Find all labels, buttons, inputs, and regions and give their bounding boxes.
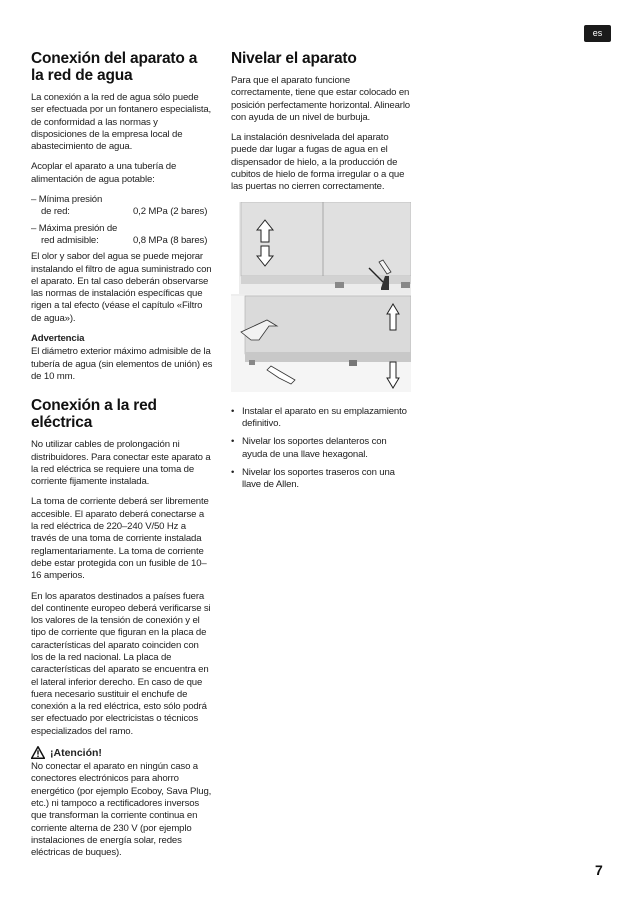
rear-feet-panel <box>231 296 411 392</box>
electric-paragraph-2: La toma de corriente deberá ser libremente accesible. El aparato deberá conectarse a la red eléctrica de 220–240 V/50 Hz a través de una toma de corriente instalada reglamentariamente. La toma de corriente debe estar protegida con un fusible de 10–16 amperios. <box>31 496 209 582</box>
leveling-step: • Instalar el aparato en su emplazamiento definitivo. <box>231 406 411 431</box>
water-paragraph-2: Acoplar el aparato a una tubería de alimentación de agua potable: <box>31 161 177 185</box>
leveling-paragraph-1: Para que el aparato funcione correctamente, tiene que estar colocado en posición perfectamente horizontal. Alinearlo con ayuda de un nivel de burbuja. <box>231 75 410 123</box>
spec-min-pressure <box>31 194 213 219</box>
spec-max-line1: – Máxima presión de <box>31 222 118 234</box>
leveling-step: • Nivelar los soportes traseros con una llave de Allen. <box>231 467 411 492</box>
spec-max-label: red admisible: <box>41 234 99 246</box>
leveling-illustration <box>231 202 411 392</box>
front-feet-panel <box>231 202 411 295</box>
spec-max-value: 0,8 MPa (8 bares) <box>133 234 208 246</box>
leveling-title: Nivelar el aparato <box>231 50 357 67</box>
right-column <box>231 50 411 497</box>
attention-title: ¡Atención! <box>50 746 102 759</box>
leveling-steps <box>231 406 411 492</box>
leveling-step: • Nivelar los soportes delanteros con ayuda de una llave hexagonal. <box>231 436 411 461</box>
electric-paragraph-1: No utilizar cables de prolongación ni distribuidores. Para conectar este aparato a la red eléctrica se requiere una toma de corriente fijamente instalada. <box>31 439 211 488</box>
electric-paragraph-3: En los aparatos destinados a países fuera del continente europeo deberá verificarse si los valores de la tensión de conexión y el tipo de corriente que figuran en la placa de características del aparato coinciden con los de la red nacional. La placa de características del aparato se encuentra en el lateral inferior derecho. En caso de que fuera necesario sustituir el enchufe de conexión a la red eléctrica, esto sólo podrá ser efectuado por electricistas o técnicos especializados del ramo. <box>31 590 211 737</box>
language-badge: es <box>584 25 611 42</box>
warning-triangle-icon <box>31 746 45 759</box>
warning-heading: Advertencia <box>31 333 85 345</box>
left-column <box>31 50 213 867</box>
electric-connection-title: Conexión a la red eléctrica <box>31 397 157 432</box>
leveling-paragraph-2: La instalación desnivelada del aparato puede dar lugar a fugas de agua en el dispensador de hielo, a la producción de cubitos de hielo de forma irregular o a que las puertas no cierren correctamente. <box>231 132 405 193</box>
attention-heading <box>31 746 213 759</box>
attention-text: No conectar el aparato en ningún caso a conectores electrónicos para ahorro energético (por ejemplo Ecoboy, Sava Plug, etc.) ni tampoco a rectificadores inversos que transforman la corriente continua en corriente alterna de 230 V (por ejemplo instalaciones de energía solar, redes eléctricas de buques). <box>31 761 212 859</box>
water-paragraph-1: La conexión a la red de agua sólo puede ser efectuada por un fontanero especialista, de conformidad a las normas y disposiciones de la empresa local de abastecimiento de agua. <box>31 92 212 153</box>
spec-min-line1: – Mínima presión <box>31 194 103 206</box>
water-paragraph-3: El olor y sabor del agua se puede mejorar instalando el filtro de agua suministrado con el aparato. En tal caso deberán observarse las normas de instalación específicas que rigen a tal efecto (véase el capítulo «Filtro de agua»). <box>31 251 212 324</box>
warning-text: El diámetro exterior máximo admisible de la tubería de agua (sin elementos de unión) es de 10 mm. <box>31 346 213 382</box>
spec-min-label: de red: <box>41 206 70 218</box>
water-connection-title: Conexión del aparato a la red de agua <box>31 50 198 84</box>
leveling-diagram <box>231 202 411 392</box>
page-number: 7 <box>595 862 603 878</box>
spec-min-value: 0,2 MPa (2 bares) <box>133 206 208 218</box>
spec-max-pressure <box>31 223 213 248</box>
